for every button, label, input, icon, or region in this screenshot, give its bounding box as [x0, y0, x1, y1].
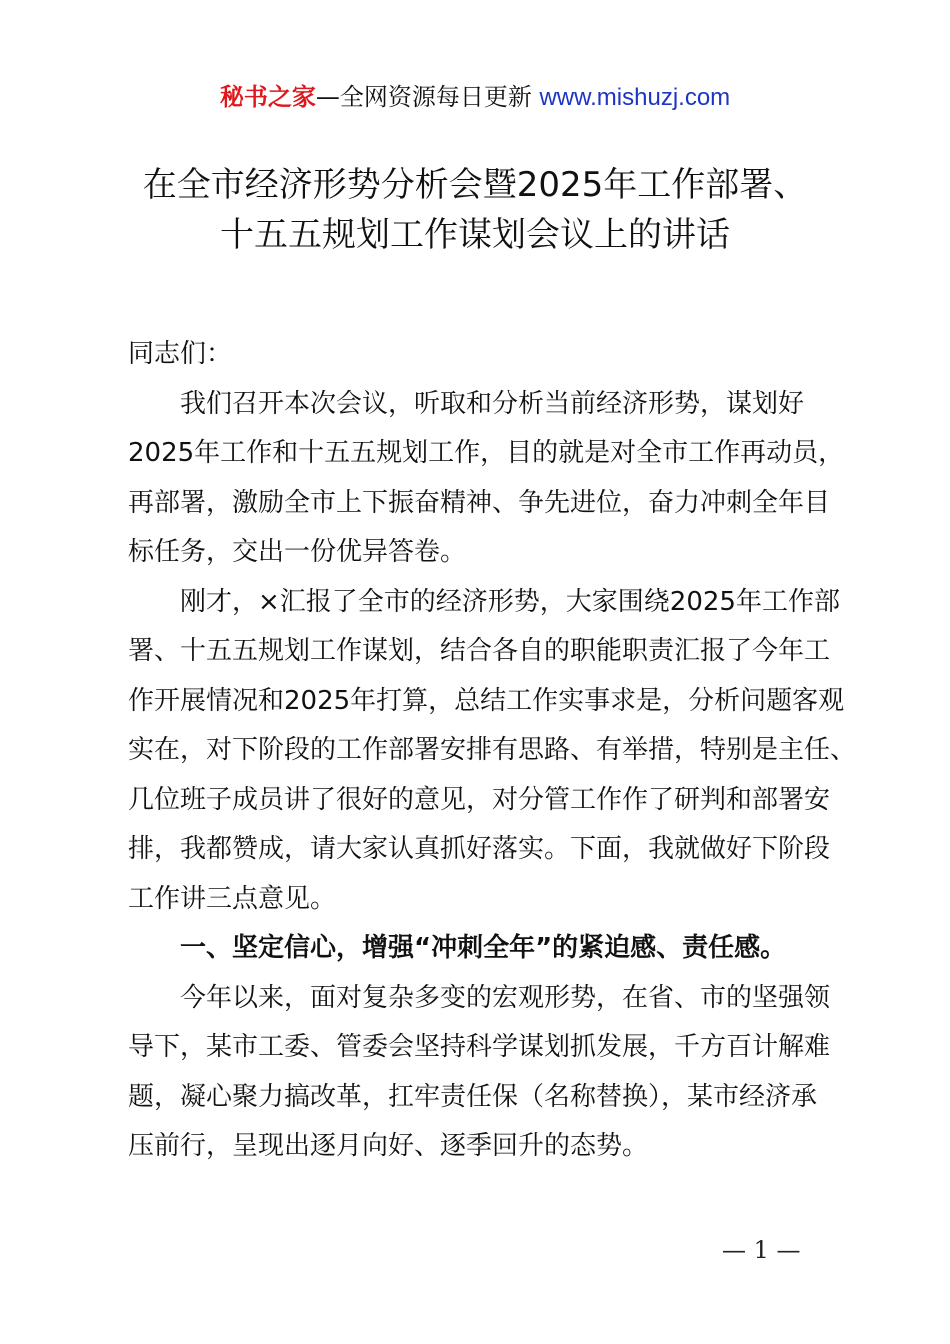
paragraph-line: 实在，对下阶段的工作部署安排有思路、有举措，特别是主任、: [128, 735, 857, 765]
paragraph-line: 2025年工作和十五五规划工作，目的就是对全市工作再动员，: [128, 438, 845, 468]
paragraph-line: 工作讲三点意见。: [128, 883, 337, 914]
paragraph-line: 标任务，交出一份优异答卷。: [128, 537, 467, 567]
paragraph-line: 我们召开本次会议，听取和分析当前经济形势，谋划好: [180, 388, 805, 419]
page-number: — 1 —: [722, 1236, 801, 1264]
brand-name: 秘书之家: [219, 83, 316, 111]
paragraph-line: 排，我都赞成，请大家认真抓好落实。下面，我就做好下阶段: [128, 834, 831, 864]
site-url-link[interactable]: www.mishuzj.com: [539, 84, 731, 111]
paragraph-line: 几位班子成员讲了很好的意见，对分管工作作了研判和部署安: [128, 784, 831, 815]
site-banner: [0, 80, 950, 115]
paragraph-line: 再部署，激励全市上下振奋精神、争先进位，奋力冲刺全年目: [128, 487, 831, 518]
paragraph-line: 压前行，呈现出逐月向好、逐季回升的态势。: [128, 1131, 649, 1161]
document-title: [60, 160, 890, 260]
salutation: 同志们：: [128, 339, 233, 369]
speech-body: [128, 330, 857, 1172]
paragraph-line: 作开展情况和2025年打算，总结工作实事求是，分析问题客观: [128, 685, 845, 716]
paragraph-line: 署、十五五规划工作谋划，结合各自的职能职责汇报了今年工: [128, 636, 831, 666]
title-line-2: 十五五规划工作谋划会议上的讲话: [220, 215, 730, 255]
section-heading-1: 一、坚定信心，增强“冲刺全年”的紧迫感、责任感。: [180, 933, 787, 963]
paragraph-line: 题，凝心聚力搞改革，扛牢责任保（名称替换），某市经济承: [128, 1081, 818, 1112]
paragraph-line: 刚才，×汇报了全市的经济形势，大家围绕2025年工作部: [180, 586, 840, 617]
banner-tagline: —全网资源每日更新: [315, 83, 540, 111]
paragraph-line: 导下，某市工委、管委会坚持科学谋划抓发展，千方百计解难: [128, 1032, 831, 1062]
paragraph-line: 今年以来，面对复杂多变的宏观形势，在省、市的坚强领: [180, 982, 831, 1013]
title-line-1: 在全市经济形势分析会暨2025年工作部署、: [142, 165, 808, 205]
